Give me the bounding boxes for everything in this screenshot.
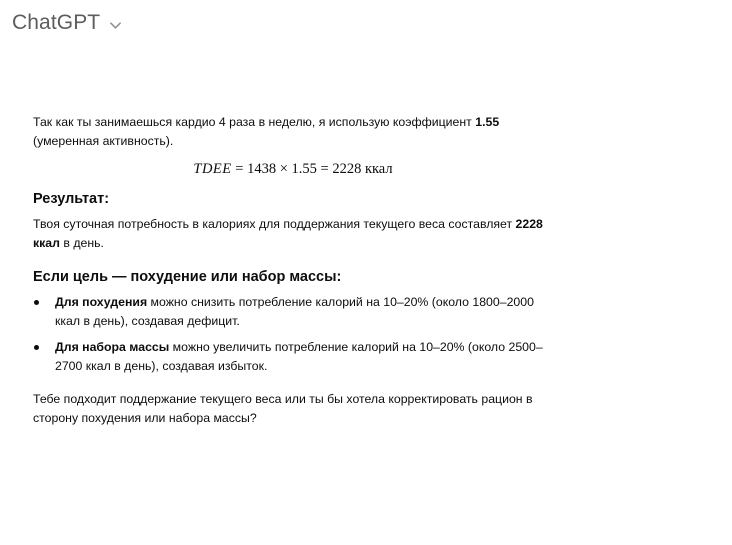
bullet-icon — [34, 345, 39, 350]
model-selector[interactable] — [12, 9, 122, 37]
intro-paragraph: Так как ты занимаешься кардио 4 раза в неделю, я использую коэффициент 1.55 (умеренная активность). — [33, 115, 500, 148]
list-item-weight-gain: Для набора массы можно увеличить потребление калорий на 10–20% (около 2500–2700 ккал в день), создавая избыток. — [33, 338, 553, 376]
bullet-icon — [34, 300, 39, 305]
coefficient-value: 1.55 — [475, 115, 500, 129]
list-item-weight-loss: Для похудения можно снизить потребление калорий на 10–20% (около 1800–2000 ккал в день), создавая дефицит. — [33, 293, 553, 331]
result-heading: Результат: — [33, 191, 110, 207]
tdee-formula: TDEE = 1438 × 1.55 = 2228 ккал — [193, 161, 393, 177]
assistant-message — [33, 113, 553, 428]
goal-heading: Если цель — похудение или набор массы: — [33, 269, 342, 285]
app-title: ChatGPT — [12, 11, 101, 34]
chevron-down-icon — [109, 19, 122, 32]
goal-list — [33, 293, 553, 376]
result-paragraph: Твоя суточная потребность в калориях для поддержания текущего веса составляет 2228 ккал в день. — [33, 217, 543, 250]
question-paragraph: Тебе подходит поддержание текущего веса или ты бы хотела корректировать рацион в сторону похудения или набора массы? — [33, 392, 533, 425]
